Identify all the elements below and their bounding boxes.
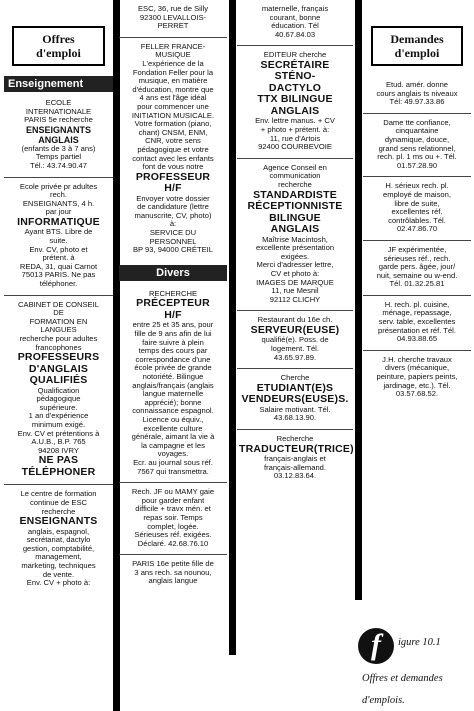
classified-ad [4, 178, 113, 296]
figure-caption [362, 628, 472, 711]
ad-text: anglais, espagnol, secrétariat, dactylo gestion, comptabilité, management, marketing, techniques de vente. Env. CV + photo à: [21, 526, 96, 588]
column-3 [237, 0, 353, 487]
ad-text: (enfants de 3 à 7 ans) Temps partiel Tél.: 43.74.90.47 [21, 143, 96, 170]
ad-text: CABINET DE CONSEIL DE FORMATION EN LANGUES recherche pour adultes francophones [18, 299, 99, 352]
classified-ad [363, 351, 471, 405]
classified-ad [237, 0, 353, 46]
section-divers: Divers [119, 265, 227, 281]
ad-headline: SECRÉTAIRE STÉNO- DACTYLO TTX BILINGUE ANGLAIS [257, 58, 333, 117]
column-offres [4, 0, 113, 594]
ad-text: H. sérieux rech. pl. employé de maison, libre de suite, excellentes réf. contrôlables. Tél. 02.47.86.70 [383, 181, 451, 234]
classified-ad [237, 430, 353, 487]
section-enseignement: Enseignement [4, 76, 113, 92]
ad-text: Ecole privée pr adultes rech. ENSEIGNANTS, 4 h. par jour [19, 181, 98, 217]
ad-headline: PROFESSEUR H/F [135, 170, 211, 195]
classified-ad [237, 311, 353, 369]
ad-text: ESC, 36, rue de Silly 92300 LEVALLOIS- PERRET [137, 4, 209, 31]
classified-ad [237, 369, 353, 430]
ad-text: maternelle, français courant, bonne éducation. Tél 40.67.84.03 [261, 4, 329, 39]
ad-text: JF expérimentée, sérieuses réf., rech. garde pers. âgée, jour/ nuit, semaine ou w-end. Tél. 01.32.25.81 [376, 244, 458, 289]
classified-ad [363, 76, 471, 114]
figure-logo-icon: f [358, 628, 394, 664]
ad-text: H. rech. pl. cuisine, ménage, repassage, serv. table, excellentes présentation et réf. Tél. 04.93.88.65 [378, 299, 456, 344]
ad-text: Dame tte confiance, cinquantaine dynamique, douce, grand sens relationnel, rech. pl. 1 ms ou +. Tél. 01.57.28.90 [377, 117, 457, 170]
ad-headline: STANDARDISTE RÉCEPTIONNISTE BILINGUE ANGLAIS [247, 188, 343, 236]
ad-headline: INFORMATIQUE [17, 215, 100, 228]
column-2 [119, 0, 227, 592]
ads-list [363, 76, 471, 405]
ad-text: Agence Conseil en communication recherche [263, 162, 327, 190]
ad-headline: TRADUCTEUR(TRICE) [239, 442, 354, 455]
ads-list [119, 285, 227, 592]
ad-text: Le centre de formation continue de ESC recherche [20, 489, 97, 516]
offres-header: Offres d'emploi [12, 26, 105, 66]
ad-text: Ayant BTS. Libre de suite. Env. CV, photo et prétent. à REDA, 31, quai Carnot 75013 PARIS. Ne pas téléphoner. [19, 227, 98, 288]
classified-ad [363, 114, 471, 178]
classified-ad [119, 0, 227, 38]
ad-headline: PRÉCEPTEUR H/F [136, 297, 210, 321]
ad-headline: ENSEIGNANTS ANGLAIS [25, 124, 91, 145]
ad-headline: ETUDIANT(E)S VENDEURS(EUSE)S. [241, 381, 349, 406]
classified-ad [363, 241, 471, 296]
ad-text: EDITEUR cherche [263, 50, 327, 60]
ad-text: Salaire motivant. Tél. 43.68.13.90. [259, 404, 331, 423]
ad-text: RECHERCHE [148, 288, 198, 298]
ad-text: J.H. cherche travaux divers (mécanique, peinture, papiers peints, jardinage, etc.). Tél. 03.57.68.52. [376, 354, 458, 399]
column-rule [229, 0, 236, 655]
classified-ad [237, 46, 353, 158]
ad-text: Envoyer votre dossier de candidature (lettre manuscrite, CV, photo) à: SERVICE DU PERSONNEL BP 93, 94000 CRÉTEIL [132, 193, 214, 255]
ad-text: Recherche [276, 434, 314, 444]
classified-ad [119, 38, 227, 261]
classified-ad [119, 483, 227, 555]
ad-headline: ENSEIGNANTS [19, 515, 98, 528]
demandes-header: Demandes d'emploi [371, 26, 463, 66]
ad-headline: SERVEUR(EUSE) [250, 323, 340, 336]
ads-list [237, 0, 353, 487]
classified-ad [237, 159, 353, 312]
classified-ad [4, 485, 113, 593]
classified-ad [119, 285, 227, 483]
classified-ad [119, 555, 227, 592]
figure-text: Offres et demandes d'emplois. [362, 673, 443, 706]
classified-ad [4, 296, 113, 486]
ad-text: Env. lettre manus. + CV + photo + prétent. à: 11, rue d'Artois 92400 COURBEVOIE [255, 116, 335, 152]
ad-text: Rech. JF ou MAMY gaie pour garder enfant difficile + travx mén. et repas soir. Temps complet, logée. Sérieuses réf. exigées. Déclaré. 42.68.76.10 [131, 487, 215, 548]
classified-ad [363, 296, 471, 351]
ad-text: qualifié(e). Poss. de logement. Tél. 43.65.97.89. [261, 335, 329, 362]
ad-text: Maîtrise Macintosh, excellente présentation exigées. Merci d'adresser lettre, CV et photo à: IMAGES DE MARQUE 11, rue Mesnil 92112 CLICHY [255, 234, 335, 304]
column-rule [355, 0, 362, 600]
ad-text: entre 25 et 35 ans, pour fille de 9 ans afin de lui faire suivre à plein temps des cours par correspondance d'une école privée de grande notoriété. Bilingue anglais/français (anglais langue maternelle apprécié); bonne connaissance espagnol. Licence ou équiv., excellente culture générale, aimant la vie à la campagne et les voyages. Ecr. au journal sous réf. 7567 qui transmettra. [131, 320, 215, 476]
ad-headline: NE PAS TÉLÉPHONER [21, 454, 96, 478]
ads-list [119, 0, 227, 261]
ad-text: Restaurant du 16e ch. [257, 315, 333, 325]
ad-text: PARIS 16e petite fille de 3 ans rech. sa nounou, anglais langue [132, 559, 214, 586]
ad-text: Etud. amér. donne cours anglais ts niveaux Tél: 49.97.33.86 [376, 80, 458, 107]
ad-text: français-anglais et français-allemand. 03.12.83.64. [263, 454, 327, 481]
figure-number: igure 10.1 [398, 637, 441, 648]
ad-headline: PROFESSEURS D'ANGLAIS QUALIFIÉS [17, 351, 100, 387]
ad-text: ECOLE INTERNATIONALE PARIS 5e recherche [24, 98, 93, 125]
ads-list [4, 94, 113, 594]
classified-ad [4, 94, 113, 178]
ad-text: Cherche [280, 373, 310, 383]
column-demandes [363, 0, 471, 405]
ad-text: FELLER FRANCE- MUSIQUE L'expérience de la Fondation Feller pour la musique, en matière d'éducation, montre que 4 ans est l'âge idéal pour commencer une INITIATION MUSICALE. Votre formation (piano, chant) CNSM, ENM, CNR, votre sens pédagogique et votre contact avec les enfants font de vous notre [131, 41, 215, 172]
classified-ad [363, 177, 471, 241]
ad-text: Qualification pédagogique supérieure. 1 an d'expérience minimum exigé. Env. CV et prétentions à A.U.B., B.P. 765 94208 IVRY [17, 385, 100, 455]
